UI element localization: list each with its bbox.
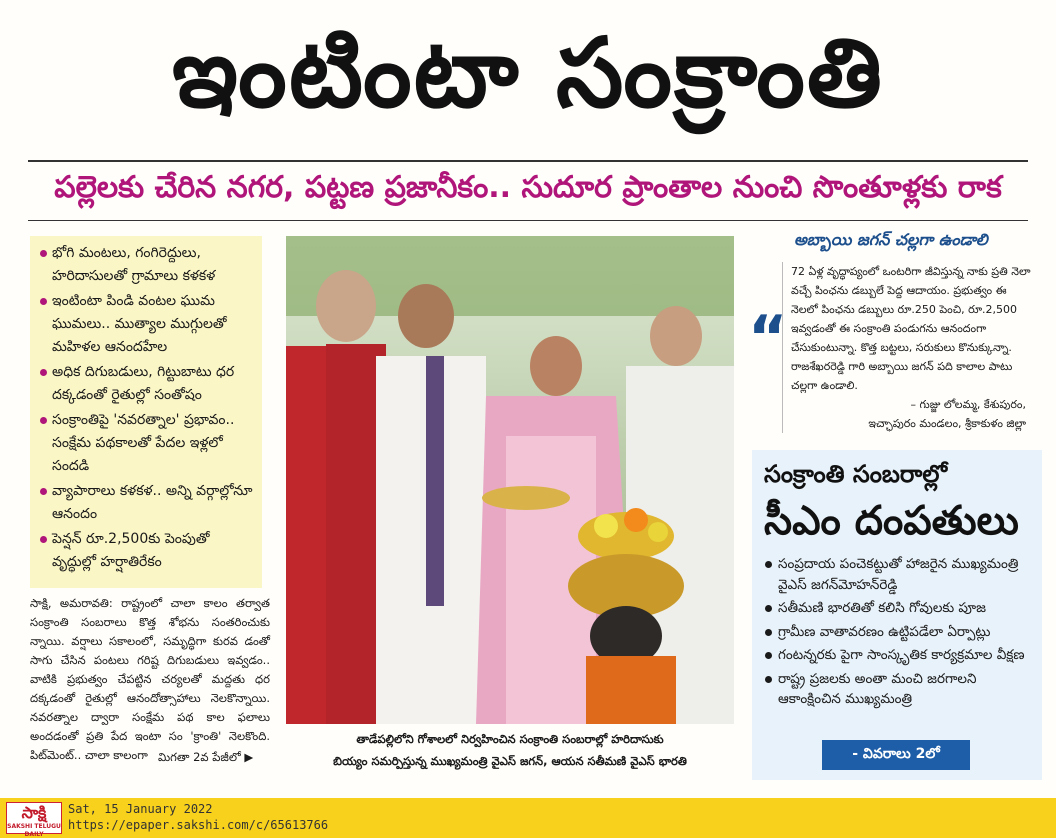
logo-subtext: SAKSHI TELUGU DAILY bbox=[7, 823, 61, 838]
caption-line: తాడేపల్లిలోని గోశాలలో నిర్వహించిన సంక్రాంతి సంబరాల్లో హరిదాసుకు bbox=[356, 732, 664, 746]
highlight-item: వ్యాపారాలు కళకళ.. అన్ని వర్గాల్లోనూ ఆనందం bbox=[38, 480, 254, 526]
highlight-item: ఇంటింటా పిండి వంటల ఘుమ ఘుమలు.. ముత్యాల ముగ్గులతో మహిళల ఆనందహేల bbox=[38, 290, 254, 359]
footer-bar bbox=[0, 798, 1056, 838]
highlight-item: సంక్రాంతిపై 'నవరత్నాల' ప్రభావం.. సంక్షేమ పథకాలతో పేదల ఇళ్లలో సందడి bbox=[38, 409, 254, 478]
quote-text: 72 ఏళ్ల వృద్ధాప్యంలో ఒంటరిగా జీవిస్తున్న నాకు ప్రతి నెలా వచ్చే పింఛను డబ్బులే పెద్ద ఆదాయం. ప్రభుత్వం ఈ నెలలో పింఛను డబ్బులు రూ.250 పెంచి, రూ.2,500 ఇవ్వడంతో ఈ సంక్రాంతి పండుగను ఆనందంగా చేసుకుంటున్నా. కొత్త బట్టలు, సరుకులు కొనుక్కున్నా. రాజశేఖరరెడ్డి గారి అబ్బాయి జగన్ పది కాలాల పాటు చల్లగా ఉండాలి. bbox=[791, 265, 1031, 392]
cm-section-title: సంక్రాంతి సంబరాల్లో bbox=[764, 460, 948, 488]
article-body: సాక్షి, అమరావతి: రాష్ట్రంలో చాలా కాలం తర్వాత సంక్రాంతి సంబరాలు కొత్త శోభను సంతరించుకు న్నాయి. వర్షాలు సకాలంలో, సమృద్ధిగా కురవ డంతో సాగు చేసిన పంటలు గరిష్ట దిగుబడులు ఇవ్వడం.. వాటికి ప్రభుత్వం చేపట్టిన చర్యలతో మద్దతు ధర దక్కడంతో రైతుల్లో ఆనందోత్సాహాలు నెలకొన్నాయి. నవరత్నాల ద్వారా సంక్షేమ పథ కాల ఫలాలు అందడంతో ప్రతి పేద ఇంటా సం 'క్రాంతి' నెలకొంది. పిట్‌మెంట్.. చాలా కాలంగా bbox=[30, 596, 270, 762]
cm-item: గంటన్నరకు పైగా సాంస్కృతిక కార్యక్రమాల వీక్షణ bbox=[764, 645, 1030, 666]
highlight-item: భోగి మంటలు, గంగిరెద్దులు, హరిదాసులతో గ్రామాలు కళకళ bbox=[38, 242, 254, 288]
highlights-box bbox=[30, 236, 262, 588]
quote-body bbox=[782, 262, 1036, 433]
divider bbox=[28, 160, 1028, 162]
cm-item: రాష్ట్ర ప్రజలకు అంతా మంచి జరగాలని ఆకాంక్షించిన ముఖ్యమంత్రి bbox=[764, 669, 1030, 710]
divider bbox=[28, 220, 1028, 221]
logo-text: సాక్షి bbox=[21, 803, 47, 822]
epaper-url[interactable]: https://epaper.sakshi.com/c/65613766 bbox=[68, 818, 329, 832]
subheadline: పల్లెలకు చేరిన నగర, పట్టణ ప్రజానీకం.. సుదూర ప్రాంతాల నుంచి సొంతూళ్లకు రాక bbox=[54, 170, 1002, 205]
sakshi-logo bbox=[6, 802, 62, 838]
details-badge[interactable]: - వివరాలు 2లో bbox=[822, 740, 970, 770]
quote-title: అబ్బాయి జగన్ చల్లగా ఉండాలి bbox=[794, 230, 988, 249]
quote-attribution: ఇచ్ఛాపురం మండలం, శ్రీకాకుళం జిల్లా bbox=[868, 417, 1026, 430]
cm-section bbox=[752, 450, 1042, 780]
cm-item: సతీమణి భారతితో కలిసి గోవులకు పూజ bbox=[764, 598, 1030, 619]
cm-item: సంప్రదాయ పంచెకట్టుతో హాజరైన ముఖ్యమంత్రి వైఎస్ జగన్‌మోహన్‌రెడ్డి bbox=[764, 554, 1030, 595]
quote-mark-icon: “ bbox=[748, 303, 788, 373]
quote-attribution: – గుజ్జు లోలమ్మ, కేశుపురం, bbox=[910, 398, 1026, 411]
quote-box bbox=[746, 230, 1036, 440]
continued-link[interactable]: మిగతా 2వ పేజీలో ▶ bbox=[158, 750, 254, 764]
cm-item: గ్రామీణ వాతావరణం ఉట్టిపడేలా ఏర్పాట్లు bbox=[764, 622, 1030, 643]
footer-meta bbox=[68, 801, 328, 833]
highlight-item: అధిక దిగుబడులు, గిట్టుబాటు ధర దక్కడంతో రైతుల్లో సంతోషం bbox=[38, 361, 254, 407]
highlight-item: పెన్షన్ రూ.2,500కు పెంపుతో వృద్ధుల్లో హర్షాతిరేకం bbox=[38, 528, 254, 574]
edition-date: Sat, 15 January 2022 bbox=[68, 802, 213, 816]
photo-caption bbox=[286, 728, 734, 772]
photo-illustration bbox=[286, 236, 734, 724]
news-photo bbox=[286, 236, 734, 724]
headline: ఇంటింటా సంక్రాంతి bbox=[172, 17, 884, 129]
caption-line: బియ్యం సమర్పిస్తున్న ముఖ్యమంత్రి వైఎస్ జగన్, ఆయన సతీమణి వైఎస్ భారతి bbox=[333, 754, 687, 768]
cm-section-title: సీఎం దంపతులు bbox=[764, 498, 1019, 544]
